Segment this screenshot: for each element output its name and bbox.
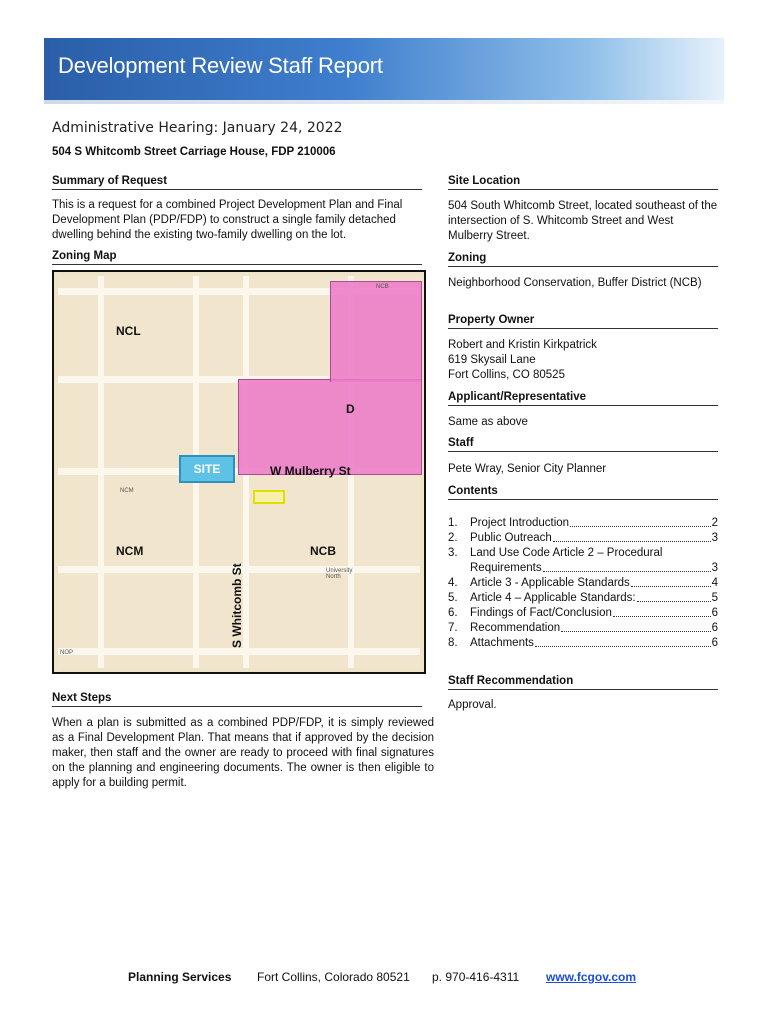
summary-heading: Summary of Request <box>52 175 422 190</box>
toc-number: 6. <box>448 607 458 619</box>
toc-number: 2. <box>448 532 458 544</box>
label-ncb: NCB <box>310 544 336 558</box>
zone-d-area <box>238 379 422 475</box>
banner-divider <box>44 100 724 104</box>
toc-item[interactable] <box>448 591 718 606</box>
staff-text: Pete Wray, Senior City Planner <box>448 463 607 475</box>
toc-title: Public Outreach <box>470 532 552 544</box>
zoning-map-heading: Zoning Map <box>52 250 422 265</box>
zoning-map <box>52 270 426 674</box>
project-title: 504 S Whitcomb Street Carriage House, FDP 210006 <box>52 146 336 158</box>
label-university-north: University North <box>326 568 353 580</box>
zoning-text: Neighborhood Conservation, Buffer District (NCB) <box>448 277 702 289</box>
toc-item[interactable] <box>448 576 718 591</box>
toc-title: Article 3 - Applicable Standards <box>470 577 630 589</box>
toc-page: 6 <box>711 637 718 649</box>
toc-item[interactable] <box>448 516 718 531</box>
footer-city: Fort Collins, Colorado 80521 <box>257 970 410 984</box>
owner-city: Fort Collins, CO 80525 <box>448 369 565 381</box>
next-steps-text: When a plan is submitted as a combined PDP/FDP, it is simply reviewed as a Final Development Plan. That means that if approved by the decision maker, then staff and the owner are ready to proceed with final signatures on the planning and engineering documents. The owner is then eligible to apply for a building permit. <box>52 717 434 789</box>
staff-recommendation-heading: Staff Recommendation <box>448 675 718 690</box>
label-ncb-top: NCB <box>376 284 389 290</box>
toc-item[interactable] <box>448 636 718 651</box>
next-steps-heading: Next Steps <box>52 692 422 707</box>
toc-title: Article 4 – Applicable Standards: <box>470 592 636 604</box>
toc-item[interactable] <box>448 531 718 546</box>
footer-phone: p. 970-416-4311 <box>432 970 520 984</box>
footer-website-link[interactable]: www.fcgov.com <box>546 970 637 984</box>
hearing-date: Administrative Hearing: January 24, 2022 <box>52 120 343 136</box>
toc-page: 3 <box>711 562 718 574</box>
toc-number: 1. <box>448 517 458 529</box>
footer-department: Planning Services <box>128 970 232 984</box>
site-location-text: 504 South Whitcomb Street, located southeast of the intersection of S. Whitcomb Street and West Mulberry Street. <box>448 200 718 242</box>
zoning-heading: Zoning <box>448 252 718 267</box>
applicant-heading: Applicant/Representative <box>448 391 718 406</box>
toc-title: Findings of Fact/Conclusion <box>470 607 612 619</box>
toc-number: 7. <box>448 622 458 634</box>
toc-number: 4. <box>448 577 458 589</box>
toc-page: 6 <box>711 622 718 634</box>
zone-d-area-north <box>330 281 422 382</box>
report-title: Development Review Staff Report <box>58 53 383 78</box>
site-location-heading: Site Location <box>448 175 718 190</box>
toc-page: 2 <box>711 517 718 529</box>
toc-item[interactable] <box>448 546 718 561</box>
site-callout: SITE <box>179 455 235 483</box>
toc-item[interactable] <box>448 606 718 621</box>
toc-title: Requirements <box>470 562 542 574</box>
contents-heading: Contents <box>448 485 718 500</box>
toc-page: 6 <box>711 607 718 619</box>
staff-recommendation-text: Approval. <box>448 699 497 711</box>
property-owner-heading: Property Owner <box>448 314 718 329</box>
staff-heading: Staff <box>448 437 718 452</box>
report-banner <box>44 38 724 100</box>
toc-title: Recommendation <box>470 622 561 634</box>
site-marker <box>253 490 285 504</box>
applicant-text: Same as above <box>448 416 528 428</box>
property-owner-text <box>448 338 720 383</box>
toc-page: 3 <box>711 532 718 544</box>
label-ncm-small: NCM <box>120 488 134 494</box>
toc-title: Project Introduction <box>470 517 570 529</box>
owner-street: 619 Skysail Lane <box>448 354 536 366</box>
toc-title: Land Use Code Article 2 – Procedural <box>470 547 663 559</box>
table-of-contents <box>448 516 718 651</box>
toc-item-continued[interactable] <box>448 561 718 576</box>
label-nop: NOP <box>60 650 74 656</box>
toc-title: Attachments <box>470 637 534 649</box>
owner-name: Robert and Kristin Kirkpatrick <box>448 339 597 351</box>
toc-item[interactable] <box>448 621 718 636</box>
toc-number: 8. <box>448 637 458 649</box>
toc-number: 3. <box>448 547 458 559</box>
label-d: D <box>346 402 355 416</box>
summary-text: This is a request for a combined Project Development Plan and Final Development Plan (PDP/FDP) to construct a single family detached dwelling behind the existing two-family dwelling on the lot. <box>52 199 403 241</box>
label-ncl: NCL <box>116 324 141 338</box>
label-mulberry-street: W Mulberry St <box>270 464 351 478</box>
toc-number: 5. <box>448 592 458 604</box>
toc-page: 5 <box>711 592 718 604</box>
toc-page: 4 <box>711 577 718 589</box>
label-whitcomb-street: S Whitcomb St <box>230 563 244 648</box>
label-ncm: NCM <box>116 544 144 558</box>
